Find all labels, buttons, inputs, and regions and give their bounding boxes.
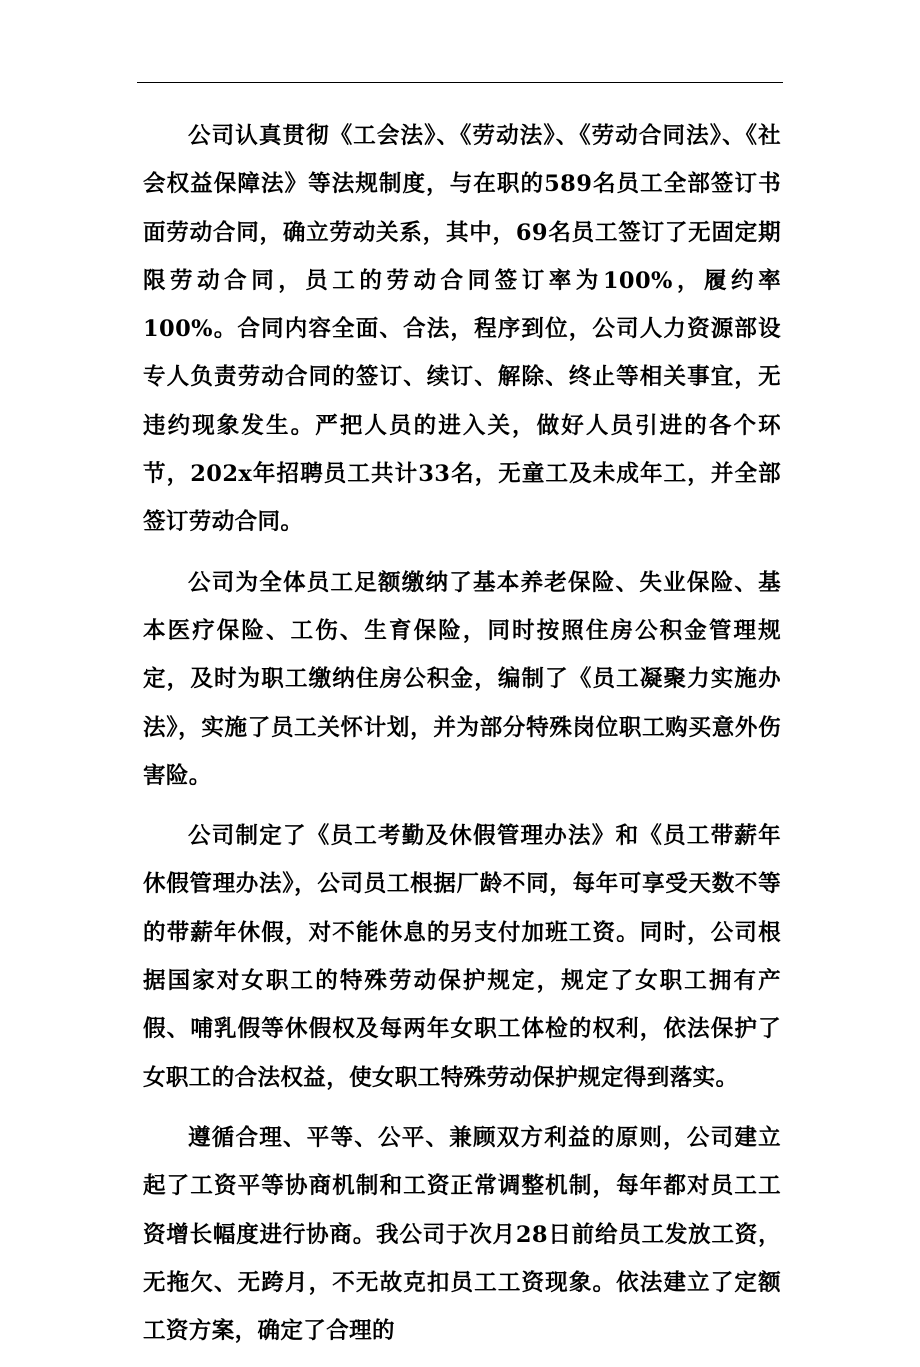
paragraph-leave-policy: 公司制定了《员工考勤及休假管理办法》和《员工带薪年休假管理办法》，公司员工根据厂龄不同，每年可享受天数不等的带薪年休假，对不能休息的另支付加班工资。同时，公司根据国家对女职工的特殊劳动保护规定，规定了女职工拥有产假、哺乳假等休假权及每两年女职工体检的权利，依法保护了女职工的合法权益，使女职工特殊劳动保护规定得到落实。: [143, 823, 781, 1091]
paragraph-labor-contracts: 公司认真贯彻《工会法》、《劳动法》、《劳动合同法》、《社会权益保障法》等法规制度，与在职的589名员工全部签订书面劳动合同，确立劳动关系，其中，69名员工签订了无固定期限劳动合同，员工的劳动合同签订率为100%，履约率100%。合同内容全面、合法，程序到位，公司人力资源部设专人负责劳动合同的签订、续订、解除、终止等相关事宜，无违约现象发生。严把人员的进入关，做好人员引进的各个环节，202x年招聘员工共计33名，无童工及未成年工，并全部签订劳动合同。: [143, 123, 781, 536]
header-rule: [137, 82, 783, 83]
document-body: [143, 112, 781, 1367]
paragraph-wage-negotiation: 遵循合理、平等、公平、兼顾双方利益的原则，公司建立起了工资平等协商机制和工资正常调整机制，每年都对员工工资增长幅度进行协商。我公司于次月28日前给员工发放工资，无拖欠、无跨月，不无故克扣员工工资现象。依法建立了定额工资方案，确定了合理的: [143, 1124, 781, 1345]
paragraph-social-insurance: 公司为全体员工足额缴纳了基本养老保险、失业保险、基本医疗保险、工伤、生育保险，同时按照住房公积金管理规定，及时为职工缴纳住房公积金，编制了《员工凝聚力实施办法》，实施了员工关怀计划，并为部分特殊岗位职工购买意外伤害险。: [143, 569, 781, 789]
